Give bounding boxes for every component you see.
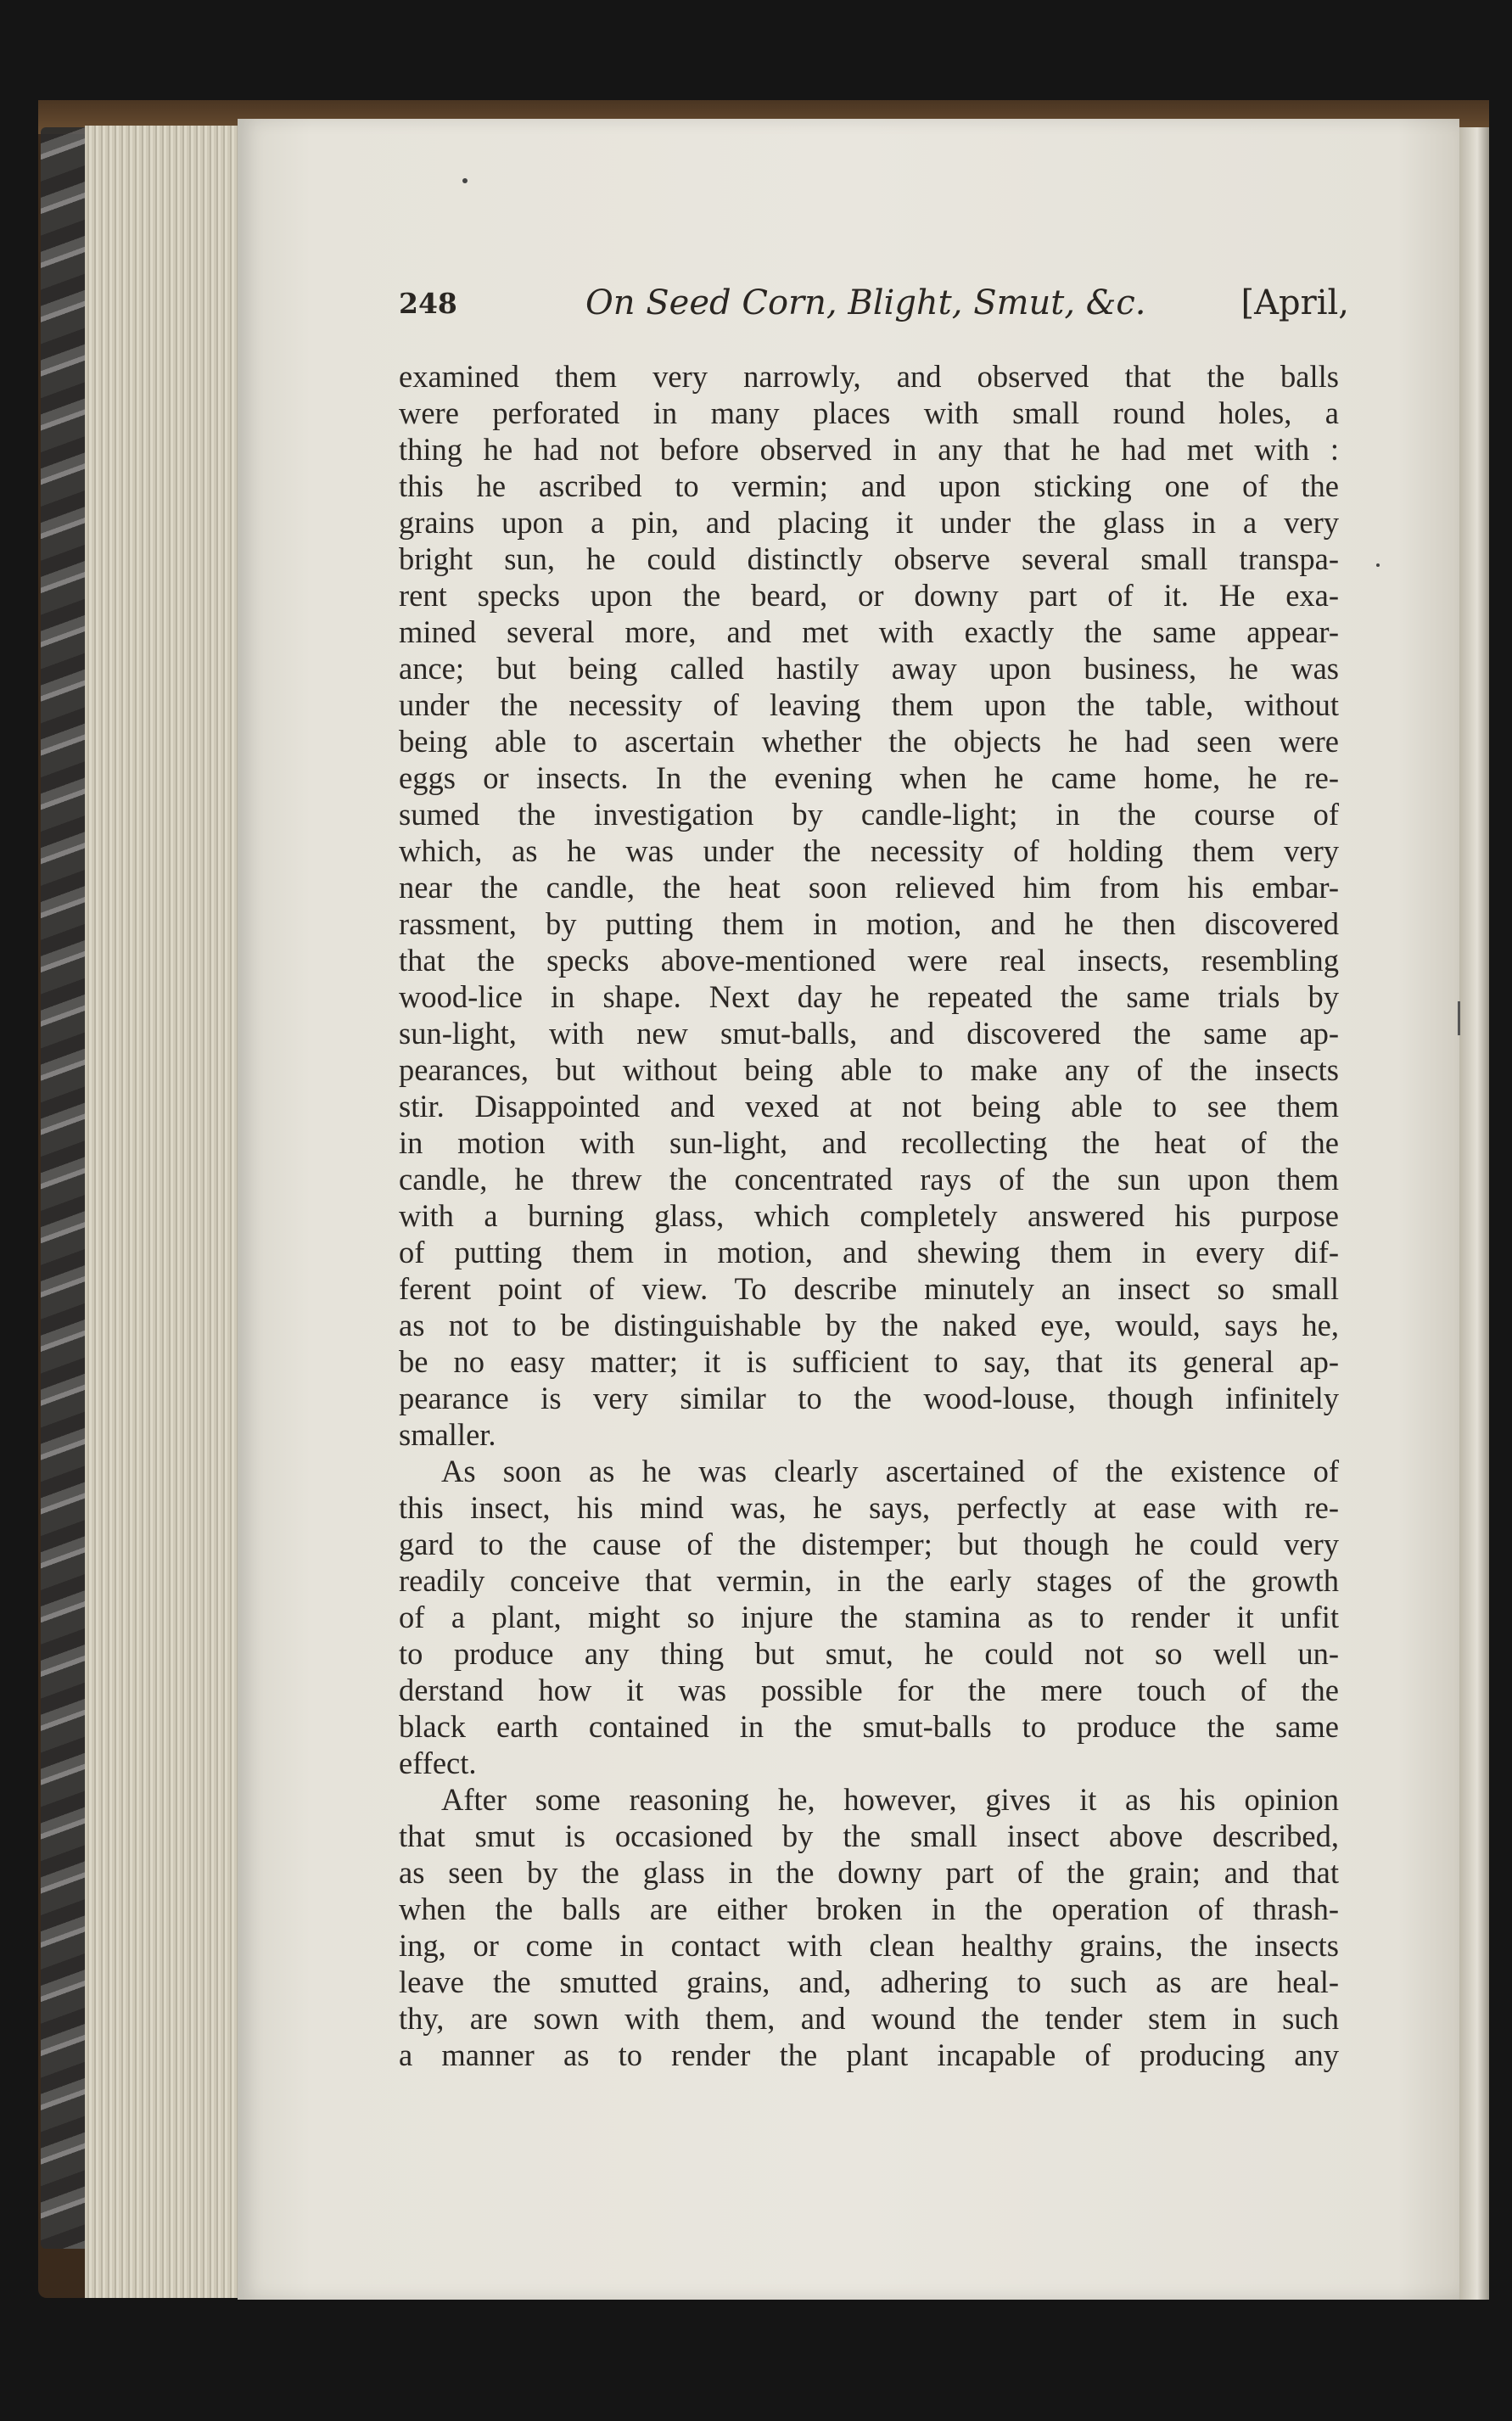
text-line: with a burning glass, which completely answered his purpose — [399, 1198, 1339, 1233]
text-line: sun-light, with new smut-balls, and discovered the same ap- — [399, 1016, 1339, 1051]
text-line: stir. Disappointed and vexed at not being able to see them — [399, 1089, 1339, 1124]
text-line: gard to the cause of the distemper; but though he could very — [399, 1527, 1339, 1561]
text-line: under the necessity of leaving them upon the table, without — [399, 687, 1339, 722]
text-line: when the balls are either broken in the operation of thrash- — [399, 1891, 1339, 1926]
running-title: On Seed Corn, Blight, Smut, &c. — [585, 283, 1146, 322]
text-line: sumed the investigation by candle-light; in the course of — [399, 797, 1339, 832]
text-line: rassment, by putting them in motion, and he then discovered — [399, 906, 1339, 941]
text-line: this he ascribed to vermin; and upon sticking one of the — [399, 468, 1339, 503]
text-line: a manner as to render the plant incapable of producing any — [399, 2037, 1339, 2072]
text-line: derstand how it was possible for the mere touch of the — [399, 1673, 1339, 1707]
text-line: ing, or come in contact with clean healthy grains, the insects — [399, 1928, 1339, 1963]
text-line: thing he had not before observed in any that he had met with : — [399, 432, 1339, 467]
text-line: being able to ascertain whether the objects he had seen were — [399, 724, 1339, 759]
facing-page-edge — [1459, 127, 1489, 2300]
text-line: rent specks upon the beard, or downy part of it. He exa- — [399, 578, 1339, 613]
text-line: effect. — [399, 1746, 477, 1780]
running-header — [399, 283, 1349, 338]
page-edges-stack — [85, 126, 246, 2298]
text-line: which, as he was under the necessity of holding them very — [399, 833, 1339, 868]
text-line: as not to be distinguishable by the naked eye, would, says he, — [399, 1308, 1339, 1342]
text-line: that smut is occasioned by the small insect above described, — [399, 1819, 1339, 1853]
text-line: mined several more, and met with exactly the same appear- — [399, 614, 1339, 649]
text-line: in motion with sun-light, and recollecting the heat of the — [399, 1125, 1339, 1160]
text-line: to produce any thing but smut, he could not so well un- — [399, 1636, 1339, 1671]
text-line: bright sun, he could distinctly observe several small transpa- — [399, 541, 1339, 576]
text-line: were perforated in many places with small round holes, a — [399, 395, 1339, 430]
text-line: that the specks above-mentioned were real insects, resembling — [399, 943, 1339, 978]
text-line: wood-lice in shape. Next day he repeated the same trials by — [399, 979, 1339, 1014]
text-line: eggs or insects. In the evening when he came home, he re- — [399, 760, 1339, 795]
ink-speck — [462, 178, 468, 183]
text-line: thy, are sown with them, and wound the tender stem in such — [399, 2001, 1339, 2036]
page-number: 248 — [399, 287, 457, 320]
margin-mark — [1458, 1001, 1460, 1035]
text-line: readily conceive that vermin, in the early stages of the growth — [399, 1563, 1339, 1598]
text-line: this insect, his mind was, he says, perfectly at ease with re- — [399, 1490, 1339, 1525]
text-line: as seen by the glass in the downy part of the grain; and that — [399, 1855, 1339, 1890]
text-line: pearance is very similar to the wood-louse, though infinitely — [399, 1381, 1339, 1415]
text-line: ferent point of view. To describe minutely an insect so small — [399, 1271, 1339, 1306]
text-line: of putting them in motion, and shewing them in every dif- — [399, 1235, 1339, 1269]
text-line: be no easy matter; it is sufficient to say, that its general ap- — [399, 1344, 1339, 1379]
running-month: [April, — [1240, 283, 1349, 322]
text-line: As soon as he was clearly ascertained of the existence of — [441, 1454, 1339, 1488]
margin-speck — [1376, 563, 1380, 567]
text-line: pearances, but without being able to make any of the insects — [399, 1052, 1339, 1087]
text-line: After some reasoning he, however, gives it as his opinion — [441, 1782, 1339, 1817]
text-line: black earth contained in the smut-balls to produce the same — [399, 1709, 1339, 1744]
text-line: leave the smutted grains, and, adhering to such as are heal- — [399, 1964, 1339, 1999]
text-line: ance; but being called hastily away upon business, he was — [399, 651, 1339, 686]
text-line: candle, he threw the concentrated rays of the sun upon them — [399, 1162, 1339, 1196]
text-line: examined them very narrowly, and observed that the balls — [399, 359, 1339, 394]
text-line: of a plant, might so injure the stamina as to render it unfit — [399, 1600, 1339, 1634]
text-line: smaller. — [399, 1417, 496, 1452]
page-body-text — [399, 358, 1339, 2073]
text-line: near the candle, the heat soon relieved him from his embar- — [399, 870, 1339, 905]
text-line: grains upon a pin, and placing it under the glass in a very — [399, 505, 1339, 540]
